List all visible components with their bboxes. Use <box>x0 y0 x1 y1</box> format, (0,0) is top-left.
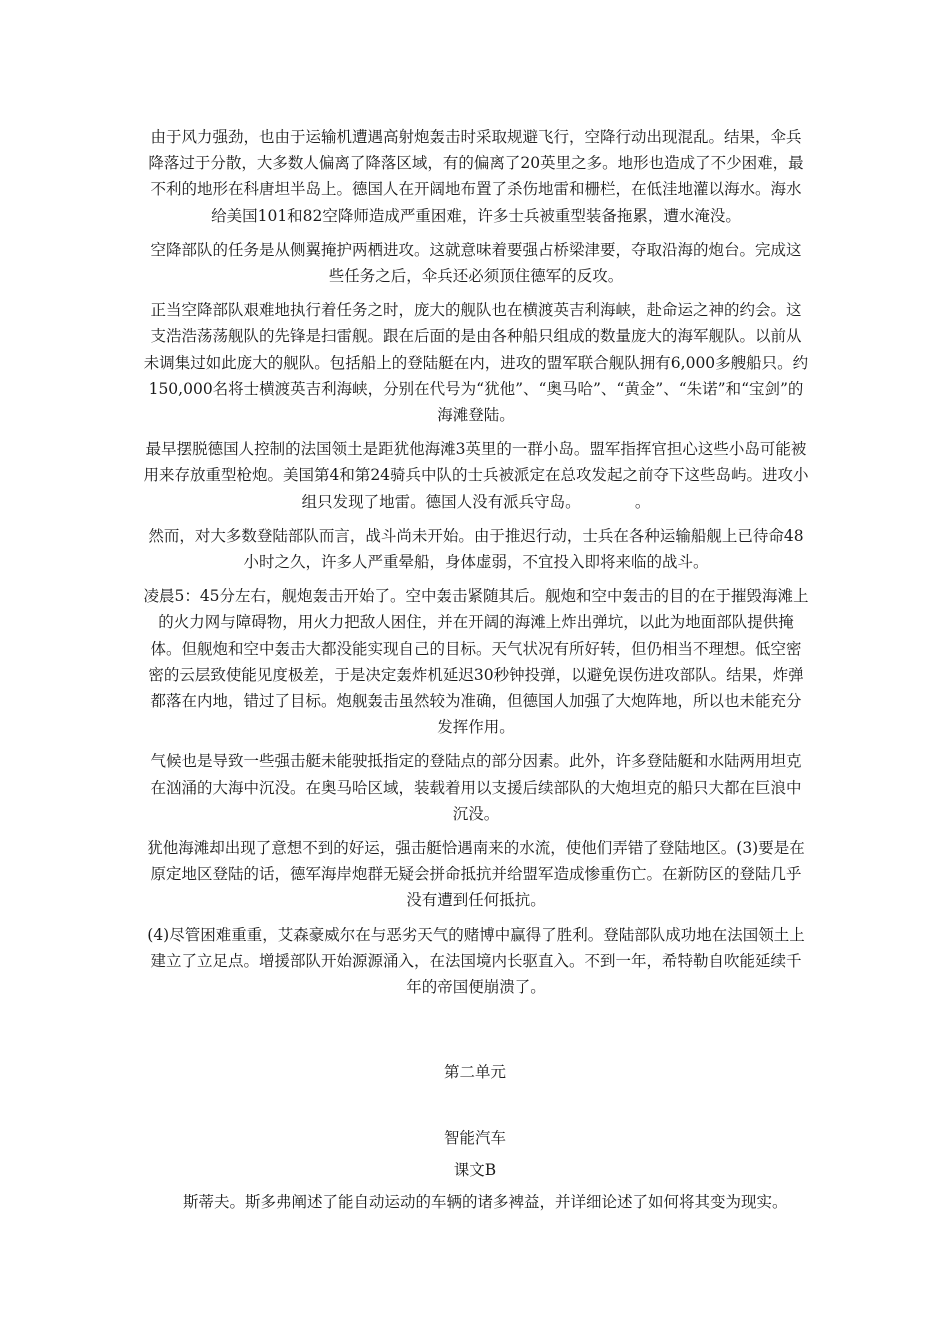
lesson-title: 智能汽车 <box>443 1129 506 1147</box>
paragraph-5: 然而，对大多数登陆部队而言，战斗尚未开始。由于推迟行动，士兵在各种运输船舰上已待命48小时之久，许多人严重晕船，身体虚弱，不宜投入即将来临的战斗。 <box>148 526 804 572</box>
paragraph-6: 凌晨5：45分左右，舰炮轰击开始了。空中轰击紧随其后。舰炮和空中轰击的目的在于摧毁海滩上的火力网与障碍物，用火力把敌人困住，并在开阔的海滩上炸出弹坑，以此为地面部队提供掩体。但舰炮和空中轰击大都没能实现自己的目标。天气状况有所好转，但仍相当不理想。低空密密的云层致使能见度极差，于是决定轰炸机延迟30秒钟投弹，以避免误伤进攻部队。结果，炸弹都落在内地，错过了目标。炮舰轰击虽然较为准确，但德国人加强了大炮阵地，所以也未能充分发挥作用。 <box>143 587 809 737</box>
paragraph-2: 空降部队的任务是从侧翼掩护两栖进攻。这就意味着要强占桥梁津要，夺取沿海的炮台。完成这些任务之后，伞兵还必须顶住德军的反攻。 <box>150 240 802 286</box>
paragraph-4: 最早摆脱德国人控制的法国领土是距犹他海滩3英里的一群小岛。盟军指挥官担心这些小岛可能被用来存放重型枪炮。美国第4和第24骑兵中队的士兵被派定在总攻发起之前夺下这些岛屿。进攻小组只发现了地雷。德国人没有派兵守岛。 。 <box>143 440 809 511</box>
paragraph-3: 正当空降部队艰难地执行着任务之时，庞大的舰队也在横渡英吉利海峡，赴命运之神的约会。这支浩浩荡荡舰队的先锋是扫雷舰。跟在后面的是由各种船只组成的数量庞大的海军舰队。以前从未调集过如此庞大的舰队。包括船上的登陆艇在内，进攻的盟军联合舰队拥有6,000多艘船只。约150,000名将士横渡英吉利海峡，分别在代号为“犹他”、“奥马哈”、“黄金”、“朱诺”和“宝剑”的海滩登陆。 <box>143 301 809 425</box>
text-label: 课文B <box>453 1161 497 1179</box>
article-body <box>143 124 809 1008</box>
intro-line: 斯蒂夫。斯多弗阐述了能自动运动的车辆的诸多裨益，并详细论述了如何将其变为现实。 <box>183 1193 788 1211</box>
paragraph-9: (4)尽管困难重重，艾森豪威尔在与恶劣天气的赌博中赢得了胜利。登陆部队成功地在法国领土上建立了立足点。增援部队开始源源涌入，在法国境内长驱直入。不到一年，希特勒自吹能延续千年的帝国便崩溃了。 <box>147 925 805 997</box>
paragraph-8: 犹他海滩却出现了意想不到的好运，强击艇恰遇南来的水流，使他们弄错了登陆地区。(3)要是在原定地区登陆的话，德军海岸炮群无疑会拼命抵抗并给盟军造成惨重伤亡。在新防区的登陆几乎没有遭到任何抵抗。 <box>147 839 805 910</box>
paragraph-1: 由于风力强劲，也由于运输机遭遇高射炮轰击时采取规避飞行，空降行动出现混乱。结果，伞兵降落过于分散，大多数人偏离了降落区域，有的偏离了20英里之多。地形也造成了不少困难，最不利的地形在科唐坦半岛上。德国人在开阔地布置了杀伤地雷和栅栏，在低洼地灌以海水。海水给美国101和82空降师造成严重困难，许多士兵被重型装备拖累，遭水淹没。 <box>148 128 804 225</box>
unit-title: 第二单元 <box>443 1063 506 1081</box>
paragraph-7: 气候也是导致一些强击艇未能驶抵指定的登陆点的部分因素。此外，许多登陆艇和水陆两用坦克在汹涌的大海中沉没。在奥马哈区域，装载着用以支援后续部队的大炮坦克的船只大都在巨浪中沉没。 <box>150 752 802 823</box>
